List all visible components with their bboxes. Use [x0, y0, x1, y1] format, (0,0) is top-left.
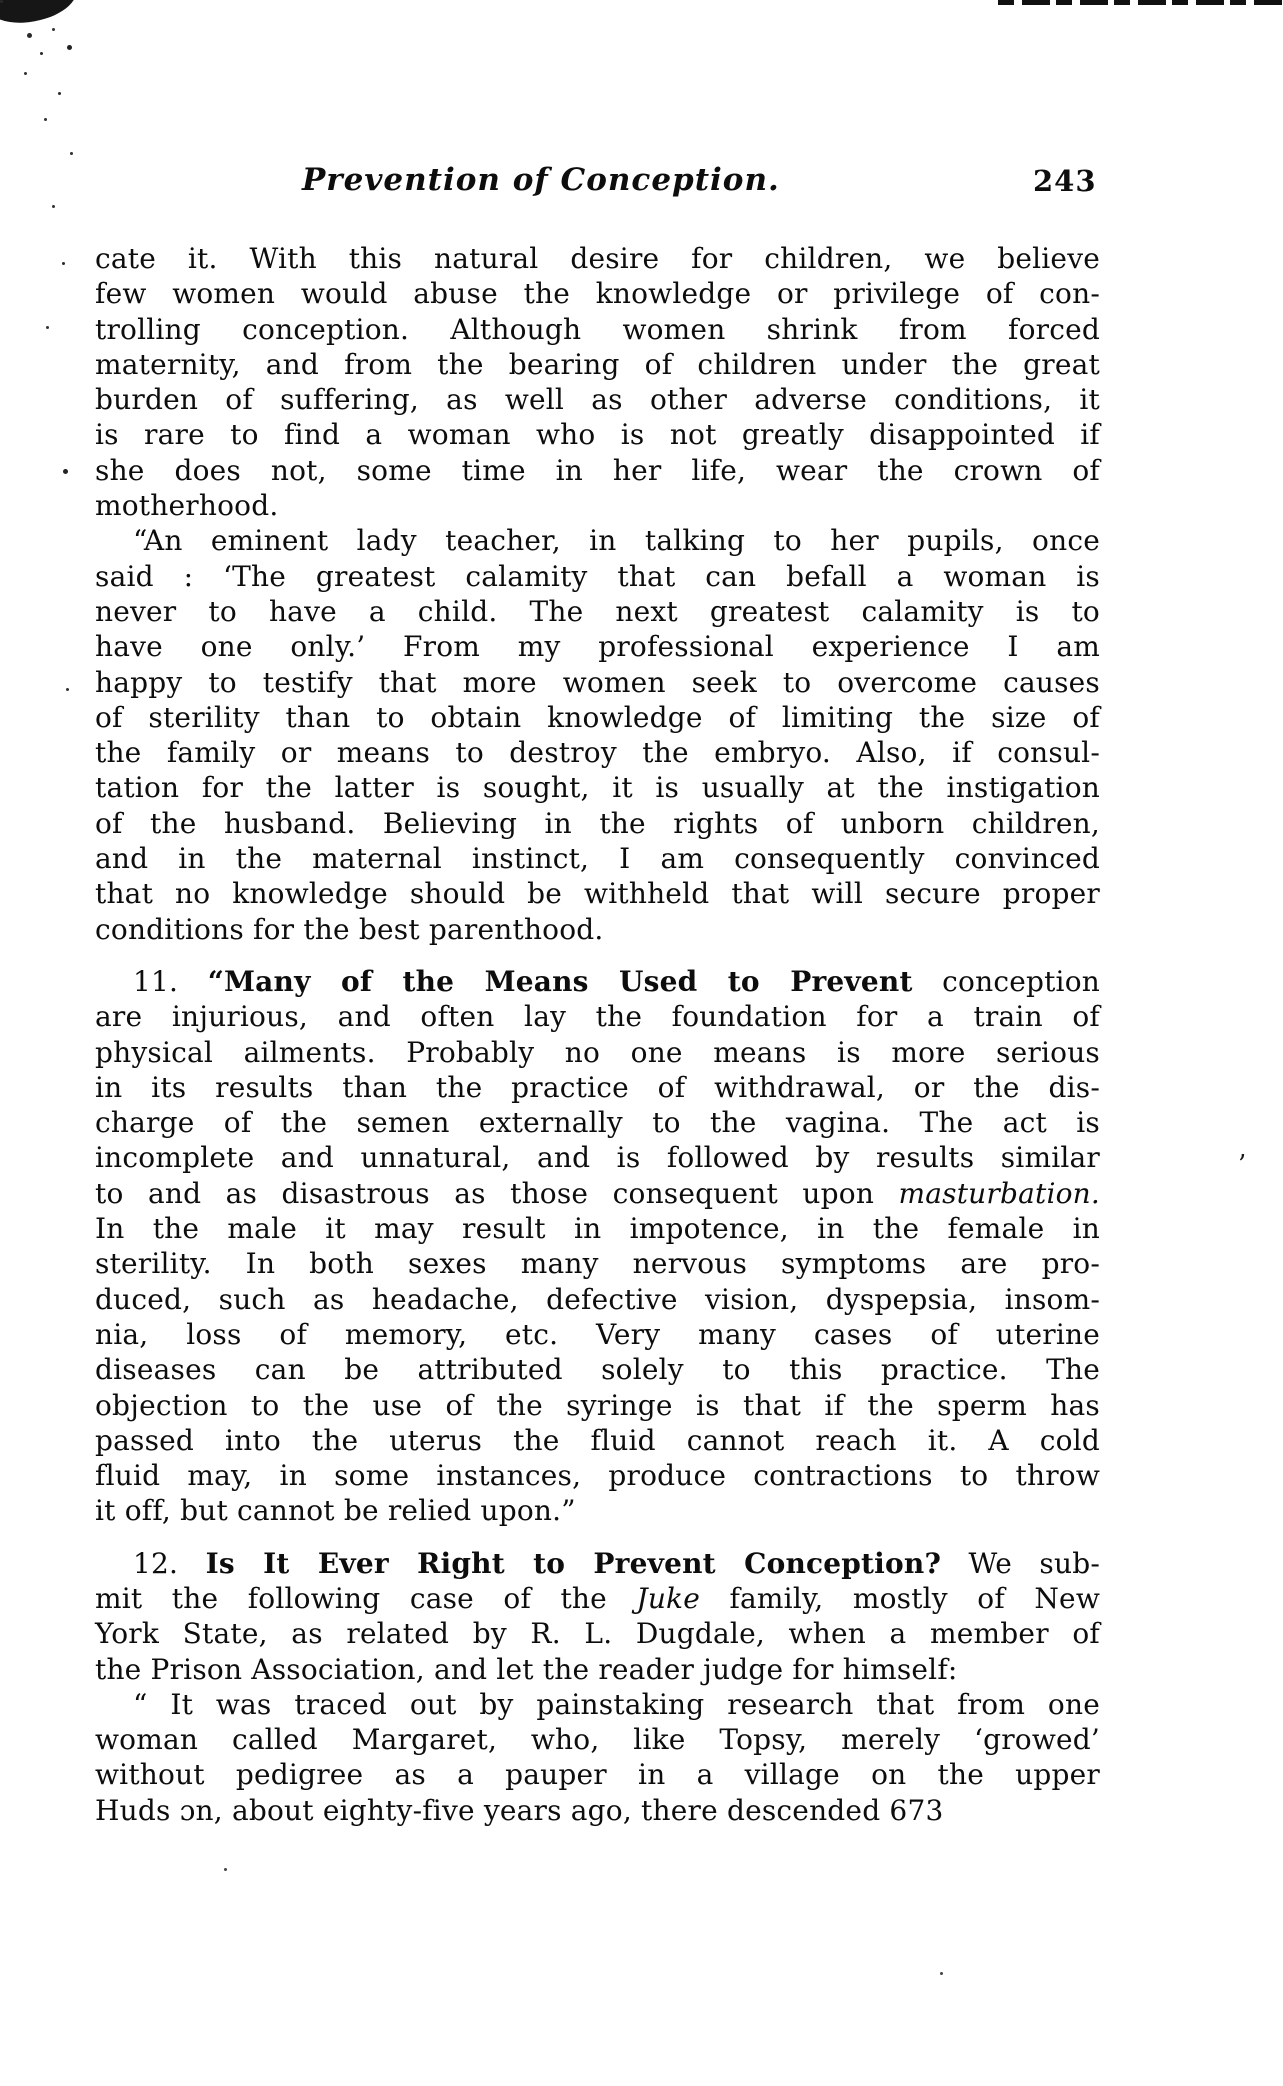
text-line	[95, 1282, 1100, 1317]
text-line	[95, 1317, 1100, 1352]
text-run: conception	[912, 964, 1101, 998]
text-line	[95, 1458, 1100, 1493]
text-run: woman called Margaret, who, like Topsy, merely ‘growed’	[95, 1723, 1100, 1757]
text-run: she does not, some time in her life, wear the crown of	[95, 453, 1100, 487]
text-run: 11.	[133, 964, 208, 998]
text-run: “ It was traced out by painstaking research that from one	[133, 1687, 1100, 1721]
text-run: masturbation.	[898, 1176, 1100, 1210]
text-line	[95, 1616, 1100, 1651]
text-run: happy to testify that more women seek to overcome causes	[95, 665, 1100, 699]
text-run: In the male it may result in impotence, in the female in	[95, 1212, 1100, 1246]
text-line	[95, 347, 1100, 382]
text-run: that no knowledge should be withheld that will secure proper	[95, 877, 1100, 911]
paragraph	[95, 523, 1100, 947]
text-line	[95, 1140, 1100, 1175]
text-run: said : ‘The greatest calamity that can befall a woman is	[95, 559, 1100, 593]
paragraph	[95, 964, 1100, 1529]
text-run: without pedigree as a pauper in a village on the upper	[95, 1758, 1100, 1792]
text-run: sterility. In both sexes many nervous symptoms are pro-	[95, 1247, 1100, 1281]
text-run: to and as disastrous as those consequent upon	[95, 1176, 899, 1210]
text-line	[95, 1546, 1100, 1581]
text-line	[95, 806, 1100, 841]
paragraph	[95, 241, 1100, 523]
paragraph	[95, 1546, 1100, 1687]
text-line	[95, 523, 1100, 558]
text-run: York State, as related by R. L. Dugdale, when a member of	[95, 1617, 1100, 1651]
text-run: family, mostly of New	[700, 1581, 1100, 1615]
page-header	[0, 162, 1283, 210]
page-number: 243	[1033, 164, 1097, 198]
text-line	[95, 1105, 1100, 1140]
text-run: motherhood.	[95, 489, 279, 523]
text-line	[95, 453, 1100, 488]
text-run: passed into the uterus the fluid cannot reach it. A cold	[95, 1423, 1100, 1457]
text-run: fluid may, in some instances, produce contractions to throw	[95, 1459, 1100, 1493]
text-run: of sterility than to obtain knowledge of limiting the size of	[95, 700, 1100, 734]
text-run: 12.	[133, 1546, 206, 1580]
text-line	[95, 1581, 1100, 1616]
text-run: “An eminent lady teacher, in talking to her pupils, once	[133, 524, 1100, 558]
text-line	[95, 1035, 1100, 1070]
text-run: objection to the use of the syringe is that if the sperm has	[95, 1388, 1100, 1422]
text-line	[95, 1246, 1100, 1281]
text-block	[95, 241, 1100, 1828]
text-run: and in the maternal instinct, I am consequently convinced	[95, 842, 1100, 876]
text-line	[95, 912, 1100, 947]
text-run: never to have a child. The next greatest calamity is to	[95, 594, 1100, 628]
text-run: it off, but cannot be relied upon.”	[95, 1494, 576, 1528]
text-run: We sub-	[941, 1546, 1100, 1580]
paragraph	[95, 1687, 1100, 1828]
text-line	[95, 241, 1100, 276]
text-run: duced, such as headache, defective vision, dyspepsia, insom-	[95, 1282, 1100, 1316]
text-line	[95, 876, 1100, 911]
text-line	[95, 665, 1100, 700]
text-line	[95, 964, 1100, 999]
text-line	[95, 1757, 1100, 1792]
text-line	[95, 276, 1100, 311]
text-run: burden of suffering, as well as other adverse conditions, it	[95, 383, 1100, 417]
text-line	[95, 1423, 1100, 1458]
text-line	[95, 770, 1100, 805]
text-line	[95, 1652, 1100, 1687]
text-run: Juke	[636, 1581, 700, 1615]
text-line	[95, 1687, 1100, 1722]
text-run: trolling conception. Although women shrink from forced	[95, 312, 1100, 346]
text-line	[95, 1493, 1100, 1528]
text-run: of the husband. Believing in the rights of unborn children,	[95, 806, 1100, 840]
text-line	[95, 1793, 1100, 1828]
text-line	[95, 312, 1100, 347]
text-line	[95, 559, 1100, 594]
text-run: Is It Ever Right to Prevent Conception?	[205, 1546, 942, 1580]
text-run: in its results than the practice of withdrawal, or the dis-	[95, 1070, 1100, 1104]
ink-speck: ’	[1238, 1150, 1247, 1180]
text-line	[95, 1352, 1100, 1387]
text-line	[95, 841, 1100, 876]
text-line	[95, 594, 1100, 629]
text-line	[95, 1388, 1100, 1423]
text-run: tation for the latter is sought, it is usually at the instigation	[95, 771, 1100, 805]
text-run: conditions for the best parenthood.	[95, 912, 604, 946]
text-run: physical ailments. Probably no one means is more serious	[95, 1035, 1100, 1069]
text-line	[95, 1722, 1100, 1757]
ink-speckles-artifact	[0, 0, 3, 3]
text-line	[95, 629, 1100, 664]
text-run: nia, loss of memory, etc. Very many cases of uterine	[95, 1317, 1100, 1351]
scan-edge-dashed-line	[998, 0, 1283, 5]
text-run: charge of the semen externally to the vagina. The act is	[95, 1106, 1100, 1140]
text-run: the family or means to destroy the embryo. Also, if consul-	[95, 736, 1100, 770]
ink-smudge-artifact	[0, 0, 79, 25]
text-run: is rare to find a woman who is not greatly disappointed if	[95, 418, 1100, 452]
text-line	[95, 1211, 1100, 1246]
text-line	[95, 1070, 1100, 1105]
text-run: “Many of the Means Used to Prevent	[207, 964, 913, 998]
text-run: mit the following case of the	[95, 1581, 637, 1615]
text-line	[95, 999, 1100, 1034]
text-run: few women would abuse the knowledge or privilege of con-	[95, 277, 1100, 311]
text-run: have one only.’ From my professional experience I am	[95, 630, 1100, 664]
text-line	[95, 1176, 1100, 1211]
text-run: maternity, and from the bearing of children under the great	[95, 347, 1100, 381]
text-line	[95, 488, 1100, 523]
text-line	[95, 700, 1100, 735]
text-line	[95, 735, 1100, 770]
text-line	[95, 417, 1100, 452]
text-run: Huds ɔn, about eighty-five years ago, there descended 673	[95, 1793, 944, 1827]
text-run: the Prison Association, and let the reader judge for himself:	[95, 1652, 958, 1686]
running-title: Prevention of Conception.	[302, 162, 780, 198]
text-run: cate it. With this natural desire for children, we believe	[95, 242, 1100, 275]
text-line	[95, 382, 1100, 417]
text-run: are injurious, and often lay the foundation for a train of	[95, 1000, 1100, 1034]
text-run: incomplete and unnatural, and is followed by results similar	[95, 1141, 1100, 1175]
text-run: diseases can be attributed solely to this practice. The	[95, 1353, 1100, 1387]
